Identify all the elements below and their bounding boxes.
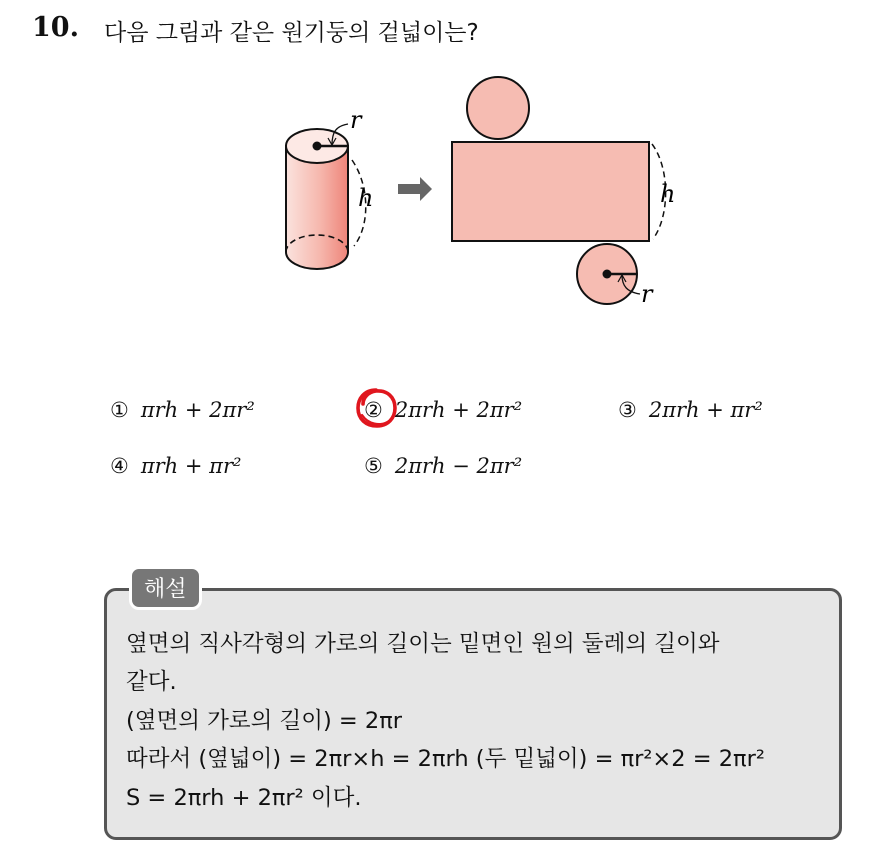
solution-line-4: 따라서 (옆넓이) = 2πr×h = 2πrh (두 밑넓이) = πr²×2 = 2πr² bbox=[126, 746, 765, 772]
solution-line-1: 옆면의 직사각형의 가로의 길이는 밑면인 원의 둘레의 길이와 bbox=[126, 631, 720, 657]
radius-label: r bbox=[350, 106, 362, 134]
choice-5-number: ⑤ bbox=[364, 454, 383, 478]
choice-5[interactable] bbox=[364, 454, 522, 478]
solution-line-2: 같다. bbox=[126, 669, 177, 695]
choice-4[interactable] bbox=[110, 454, 241, 478]
solution-line-3: (옆면의 가로의 길이) = 2πr bbox=[126, 708, 403, 734]
solution-line-5: S = 2πrh + 2πr² 이다. bbox=[126, 785, 362, 811]
question-number: 10. bbox=[32, 12, 79, 43]
answer-circle-mark-icon bbox=[354, 385, 400, 431]
solution-label: 해설 bbox=[129, 566, 202, 610]
arrow-icon bbox=[398, 177, 432, 201]
height-label: h bbox=[358, 184, 374, 212]
choice-5-expression: 2πrh − 2πr² bbox=[394, 454, 523, 478]
choice-1[interactable] bbox=[110, 398, 255, 422]
choice-4-expression: πrh + πr² bbox=[140, 454, 242, 478]
choice-4-number: ④ bbox=[110, 454, 129, 478]
choice-2-number: ② bbox=[364, 398, 383, 422]
choice-1-number: ① bbox=[110, 398, 129, 422]
choice-2-expression: 2πrh + 2πr² bbox=[394, 398, 523, 422]
choice-3-expression: 2πrh + πr² bbox=[648, 398, 763, 422]
cylinder-net bbox=[452, 77, 666, 304]
question-text: 다음 그림과 같은 원기둥의 겉넓이는? bbox=[104, 20, 479, 46]
cylinder-shape bbox=[286, 124, 366, 269]
choice-1-expression: πrh + 2πr² bbox=[140, 398, 255, 422]
choice-3-number: ③ bbox=[618, 398, 637, 422]
net-height-label: h bbox=[660, 180, 676, 208]
choice-3[interactable] bbox=[618, 398, 763, 422]
cylinder-figure bbox=[270, 76, 690, 312]
net-radius-label: r bbox=[641, 280, 653, 308]
